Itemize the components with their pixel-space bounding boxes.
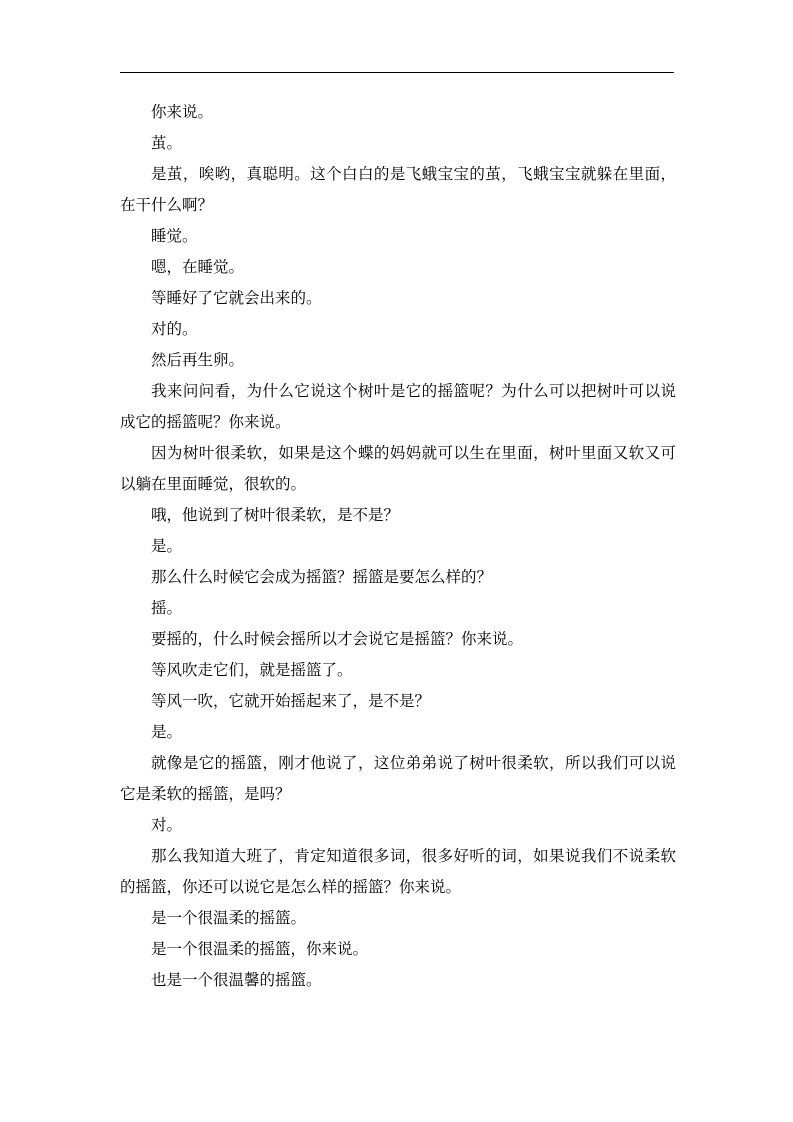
paragraph: 然后再生卵。	[151, 351, 245, 369]
header-rule	[120, 72, 674, 73]
paragraph: 等睡好了它就会出来的。	[151, 289, 322, 307]
document-body	[120, 97, 676, 996]
paragraph: 是。	[151, 723, 183, 741]
paragraph: 要摇的，什么时候会摇所以才会说它是摇篮？你来说。	[151, 630, 524, 648]
paragraph: 我来问问看，为什么它说这个树叶是它的摇篮呢？为什么可以把树叶可以说成它的摇篮呢？你来说。	[120, 382, 676, 431]
paragraph: 就像是它的摇篮，刚才他说了，这位弟弟说了树叶很柔软，所以我们可以说它是柔软的摇篮，是吗？	[120, 754, 676, 803]
paragraph: 那么我知道大班了，肯定知道很多词，很多好听的词，如果说我们不说柔软的摇篮，你还可以说它是怎么样的摇篮？你来说。	[120, 847, 676, 896]
paragraph: 那么什么时候它会成为摇篮？摇篮是要怎么样的？	[151, 568, 493, 586]
paragraph: 茧。	[151, 134, 183, 152]
paragraph: 也是一个很温馨的摇篮。	[151, 971, 322, 989]
paragraph: 嗯，在睡觉。	[151, 258, 245, 276]
paragraph: 是一个很温柔的摇篮，你来说。	[151, 940, 369, 958]
paragraph: 摇。	[151, 599, 183, 617]
paragraph: 哦，他说到了树叶很柔软，是不是？	[151, 506, 400, 524]
paragraph: 等风吹走它们，就是摇篮了。	[151, 661, 353, 679]
paragraph: 睡觉。	[151, 227, 198, 245]
paragraph: 是一个很温柔的摇篮。	[151, 909, 307, 927]
paragraph: 等风一吹，它就开始摇起来了，是不是？	[151, 692, 431, 710]
paragraph: 是。	[151, 537, 183, 555]
paragraph: 对。	[151, 816, 183, 834]
paragraph: 因为树叶很柔软，如果是这个蝶的妈妈就可以生在里面，树叶里面又软又可以躺在里面睡觉，很软的。	[120, 444, 676, 493]
paragraph: 你来说。	[151, 103, 214, 121]
paragraph: 对的。	[151, 320, 198, 338]
paragraph: 是茧，唉哟，真聪明。这个白白的是飞蛾宝宝的茧，飞蛾宝宝就躲在里面，在干什么啊？	[120, 165, 676, 214]
